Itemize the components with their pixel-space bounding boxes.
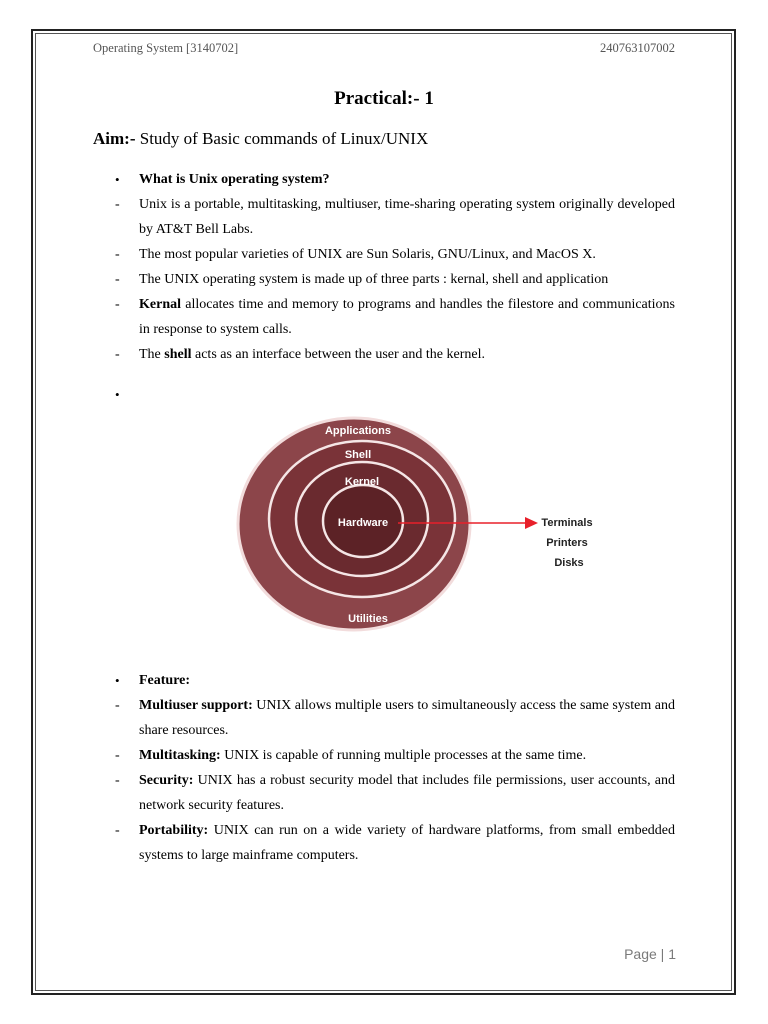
page-title: Practical:- 1: [334, 88, 434, 109]
list-item-body: allocates time and memory to programs and handles the filestore and communications in response to system calls.: [139, 297, 675, 337]
list-item: [0, 743, 768, 768]
term-kernal: Kernal: [139, 297, 181, 312]
section-features: [0, 668, 768, 868]
dash-marker: -: [115, 698, 120, 713]
bullet-marker: •: [115, 172, 120, 187]
kernel-label: Kernel: [344, 476, 380, 488]
list-item: [0, 192, 768, 242]
list-item: [0, 768, 768, 818]
header-course: Operating System [3140702]: [93, 41, 239, 55]
hardware-label: Hardware: [337, 517, 389, 529]
section-unix-intro: [0, 167, 768, 367]
list-item: [0, 693, 768, 743]
list-item-text: [139, 818, 675, 868]
list-item: [0, 242, 768, 267]
section-heading: What is Unix operating system?: [139, 172, 330, 187]
list-item-text: The most popular varieties of UNIX are Sun Solaris, GNU/Linux, and MacOS X.: [139, 247, 596, 262]
bullet-marker: •: [115, 673, 120, 688]
list-item-body: UNIX can run on a wide variety of hardware platforms, from small embedded systems to large mainframe computers.: [139, 823, 675, 863]
dash-marker: -: [115, 347, 120, 362]
disks-label: Disks: [554, 557, 584, 569]
aim-label: Aim:-: [93, 129, 136, 148]
section-heading: Feature:: [139, 673, 191, 688]
list-item: [0, 267, 768, 292]
list-item-text: The UNIX operating system is made up of three parts : kernal, shell and application: [139, 272, 609, 287]
section-heading-row: [0, 668, 768, 693]
feature-term: Multiuser support:: [139, 698, 253, 713]
feature-term: Portability:: [139, 823, 209, 838]
page-number-value: 1: [668, 946, 676, 962]
terminals-label: Terminals: [541, 517, 593, 529]
dash-marker: -: [115, 823, 120, 838]
dash-marker: -: [115, 197, 120, 212]
header-enrollment: 240763107002: [600, 41, 675, 55]
dash-marker: -: [115, 272, 120, 287]
aim-line: [93, 129, 428, 149]
bullet-marker: •: [115, 387, 120, 402]
list-item: [0, 342, 768, 367]
list-item-body: UNIX is capable of running multiple processes at the same time.: [220, 748, 587, 763]
page-label: Page: [624, 946, 657, 962]
dash-marker: -: [115, 748, 120, 763]
dash-marker: -: [115, 773, 120, 788]
list-item-text: [139, 768, 675, 818]
list-item-text: [139, 693, 675, 743]
list-item-body: acts as an interface between the user and the kernel.: [191, 347, 485, 362]
dash-marker: -: [115, 297, 120, 312]
section-heading-row: [0, 167, 768, 192]
list-item: [0, 818, 768, 868]
list-item-text: [139, 292, 675, 342]
output-arrow-head: [525, 517, 538, 529]
page-number: [624, 946, 676, 962]
feature-term: Multitasking:: [139, 748, 221, 763]
list-item-prefix: The: [139, 347, 165, 362]
printers-label: Printers: [546, 537, 588, 549]
list-item-text: [139, 743, 675, 768]
dash-marker: -: [115, 247, 120, 262]
page-separator: |: [656, 946, 669, 962]
aim-text: Study of Basic commands of Linux/UNIX: [135, 129, 429, 148]
list-item-body: UNIX allows multiple users to simultaneously access the same system and share resources.: [139, 698, 675, 738]
unix-architecture-diagram: [236, 413, 601, 638]
list-item-body: UNIX has a robust security model that includes file permissions, user accounts, and network security features.: [139, 773, 675, 813]
list-item-text: Unix is a portable, multitasking, multiuser, time-sharing operating system originally developed by AT&T Bell Labs.: [139, 197, 675, 237]
feature-term: Security:: [139, 773, 194, 788]
applications-label: Applications: [324, 425, 392, 437]
list-item-text: [139, 342, 675, 367]
shell-label: Shell: [344, 449, 372, 461]
term-shell: shell: [164, 347, 192, 362]
list-item: [0, 292, 768, 342]
utilities-label: Utilities: [348, 613, 388, 625]
